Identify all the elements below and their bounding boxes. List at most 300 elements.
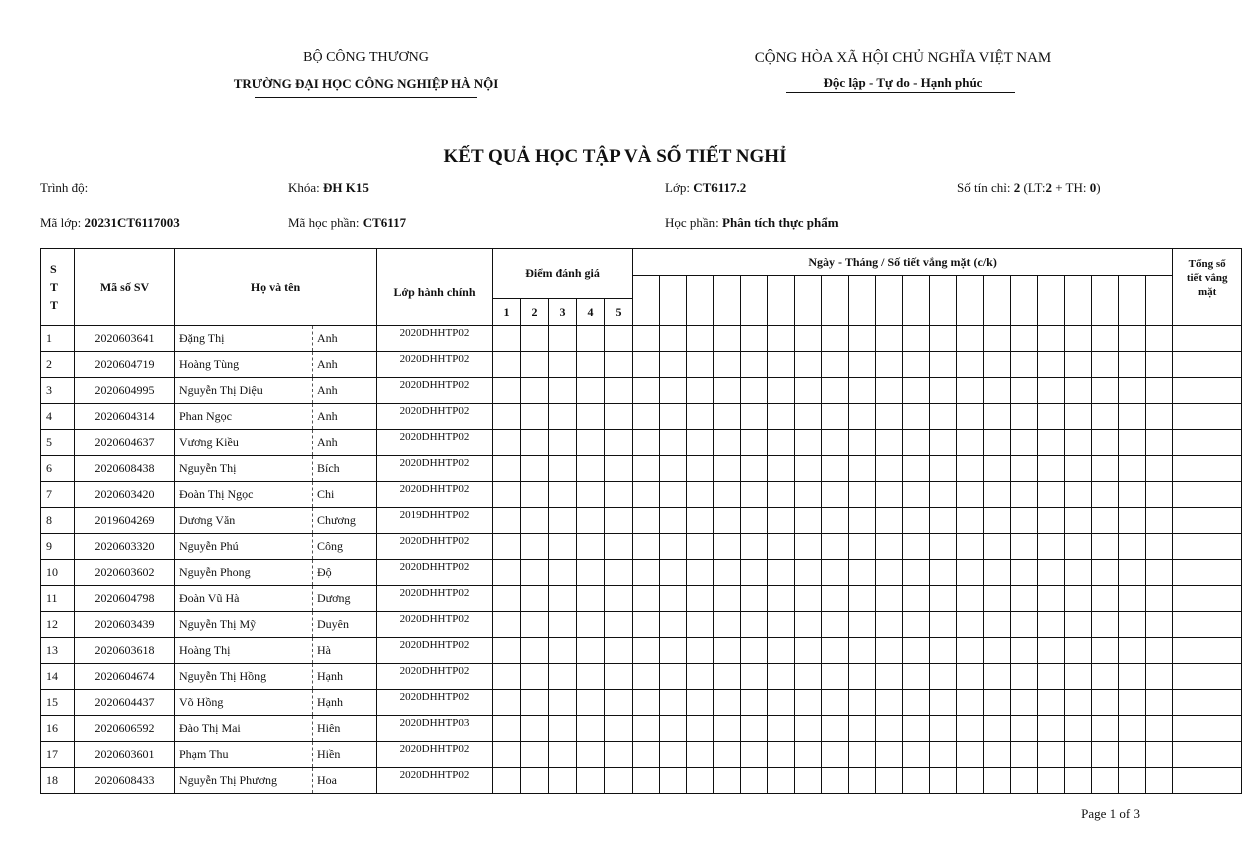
attendance-cell: [1092, 508, 1119, 534]
score-cell: [493, 404, 521, 430]
row-ma-sv: 2020608438: [75, 456, 175, 482]
khoa-value: ĐH K15: [323, 180, 369, 195]
attendance-cell: [795, 378, 822, 404]
row-ho: Vương Kiều: [175, 430, 313, 456]
row-ten: Dương: [313, 586, 377, 612]
score-cell: [549, 326, 577, 352]
attendance-cell: [1065, 352, 1092, 378]
row-stt: 15: [41, 690, 75, 716]
attendance-cell: [984, 690, 1011, 716]
score-cell: [493, 352, 521, 378]
attendance-cell: [849, 768, 876, 794]
attendance-cell: [1146, 378, 1173, 404]
attendance-cell: [876, 768, 903, 794]
attendance-date-cell: [687, 276, 714, 326]
attendance-cell: [930, 638, 957, 664]
row-ma-sv: 2020604798: [75, 586, 175, 612]
attendance-cell: [714, 430, 741, 456]
attendance-cell: [795, 326, 822, 352]
attendance-cell: [687, 456, 714, 482]
results-table: [40, 248, 1242, 794]
lop-label: Lớp:: [665, 180, 690, 195]
ma-hoc-phan-value: CT6117: [362, 215, 407, 230]
attendance-cell: [768, 352, 795, 378]
lop-field: [665, 180, 746, 196]
row-ho: Nguyễn Thị Mỹ: [175, 612, 313, 638]
attendance-cell: [633, 430, 660, 456]
attendance-cell: [1065, 638, 1092, 664]
attendance-cell: [930, 560, 957, 586]
attendance-cell: [1065, 404, 1092, 430]
attendance-cell: [660, 742, 687, 768]
attendance-cell: [633, 456, 660, 482]
table-row: [41, 534, 1242, 560]
row-ho: Nguyễn Thị: [175, 456, 313, 482]
attendance-cell: [1119, 482, 1146, 508]
attendance-cell: [957, 638, 984, 664]
score-cell: [493, 638, 521, 664]
attendance-cell: [930, 482, 957, 508]
score-cell: [493, 742, 521, 768]
attendance-cell: [633, 326, 660, 352]
table-row: [41, 638, 1242, 664]
score-cell: [605, 638, 633, 664]
attendance-cell: [930, 716, 957, 742]
attendance-cell: [1011, 560, 1038, 586]
row-stt: 7: [41, 482, 75, 508]
total-absence-cell: [1173, 612, 1242, 638]
attendance-cell: [1011, 690, 1038, 716]
table-row: [41, 404, 1242, 430]
ma-hoc-phan-label: Mã học phần:: [288, 215, 360, 230]
attendance-cell: [930, 534, 957, 560]
attendance-cell: [876, 404, 903, 430]
total-absence-cell: [1173, 690, 1242, 716]
score-cell: [577, 534, 605, 560]
attendance-cell: [1011, 586, 1038, 612]
row-stt: 4: [41, 404, 75, 430]
page-title: KẾT QUẢ HỌC TẬP VÀ SỐ TIẾT NGHỈ: [443, 146, 787, 167]
attendance-cell: [633, 404, 660, 430]
score-cell: [493, 430, 521, 456]
attendance-cell: [714, 326, 741, 352]
attendance-cell: [903, 482, 930, 508]
attendance-cell: [1011, 378, 1038, 404]
attendance-cell: [903, 716, 930, 742]
attendance-cell: [903, 430, 930, 456]
row-ma-sv: 2020603601: [75, 742, 175, 768]
row-ma-sv: 2020603602: [75, 560, 175, 586]
score-cell: [605, 482, 633, 508]
attendance-cell: [822, 664, 849, 690]
attendance-cell: [822, 638, 849, 664]
stt-letter: T: [50, 280, 59, 294]
total-absence-cell: [1173, 508, 1242, 534]
attendance-cell: [1119, 612, 1146, 638]
score-cell: [521, 326, 549, 352]
total-absence-cell: [1173, 326, 1242, 352]
attendance-cell: [687, 534, 714, 560]
attendance-cell: [849, 586, 876, 612]
attendance-cell: [903, 456, 930, 482]
attendance-cell: [714, 378, 741, 404]
attendance-cell: [633, 690, 660, 716]
attendance-cell: [741, 508, 768, 534]
score-cell: [577, 378, 605, 404]
attendance-cell: [741, 742, 768, 768]
row-ho: Hoàng Thị: [175, 638, 313, 664]
row-ma-sv: 2020603618: [75, 638, 175, 664]
attendance-cell: [903, 742, 930, 768]
attendance-cell: [687, 768, 714, 794]
attendance-cell: [930, 586, 957, 612]
attendance-cell: [795, 508, 822, 534]
attendance-cell: [1011, 456, 1038, 482]
attendance-cell: [1065, 326, 1092, 352]
attendance-cell: [1065, 612, 1092, 638]
attendance-cell: [1011, 742, 1038, 768]
attendance-cell: [795, 638, 822, 664]
attendance-date-cell: [1146, 276, 1173, 326]
score-cell: [549, 430, 577, 456]
attendance-cell: [660, 664, 687, 690]
score-cell: [577, 612, 605, 638]
hoc-phan-value: Phân tích thực phẩm: [722, 215, 839, 230]
attendance-cell: [984, 326, 1011, 352]
row-lop-hc: 2020DHHTP02: [377, 352, 493, 378]
attendance-cell: [876, 352, 903, 378]
university-name: TRƯỜNG ĐẠI HỌC CÔNG NGHIỆP HÀ NỘI: [233, 76, 499, 91]
attendance-cell: [795, 716, 822, 742]
attendance-cell: [984, 638, 1011, 664]
attendance-cell: [1011, 768, 1038, 794]
attendance-cell: [714, 742, 741, 768]
table-row: [41, 326, 1242, 352]
attendance-cell: [1065, 560, 1092, 586]
row-ten: Hạnh: [313, 664, 377, 690]
attendance-cell: [1038, 612, 1065, 638]
attendance-cell: [822, 352, 849, 378]
row-ho: Đoàn Thị Ngọc: [175, 482, 313, 508]
row-lop-hc: 2020DHHTP02: [377, 326, 493, 352]
attendance-cell: [1146, 352, 1173, 378]
attendance-cell: [687, 638, 714, 664]
attendance-cell: [1146, 664, 1173, 690]
row-stt: 12: [41, 612, 75, 638]
score-cell: [549, 560, 577, 586]
score-cell: [521, 586, 549, 612]
row-stt: 8: [41, 508, 75, 534]
attendance-cell: [876, 638, 903, 664]
table-row: [41, 456, 1242, 482]
row-stt: 3: [41, 378, 75, 404]
score-cell: [493, 560, 521, 586]
attendance-cell: [984, 768, 1011, 794]
attendance-cell: [822, 768, 849, 794]
row-lop-hc: 2020DHHTP02: [377, 482, 493, 508]
page-number: Page 1 of 3: [1081, 806, 1140, 821]
attendance-cell: [1092, 456, 1119, 482]
motto-underline: [786, 92, 1015, 93]
attendance-cell: [822, 742, 849, 768]
attendance-cell: [714, 482, 741, 508]
score-cell: [521, 456, 549, 482]
score-cell: [521, 560, 549, 586]
attendance-cell: [714, 768, 741, 794]
score-cell: [577, 664, 605, 690]
row-lop-hc: 2020DHHTP02: [377, 430, 493, 456]
table-row: [41, 378, 1242, 404]
row-ma-sv: 2020603439: [75, 612, 175, 638]
score-cell: [549, 612, 577, 638]
score-cell: [493, 456, 521, 482]
row-ma-sv: 2020603641: [75, 326, 175, 352]
attendance-cell: [687, 742, 714, 768]
attendance-cell: [741, 560, 768, 586]
score-cell: [605, 508, 633, 534]
attendance-cell: [1011, 482, 1038, 508]
score-cell: [549, 404, 577, 430]
ma-lop-label: Mã lớp:: [40, 215, 82, 230]
row-stt: 6: [41, 456, 75, 482]
attendance-cell: [822, 716, 849, 742]
table-row: [41, 352, 1242, 378]
score-cell: [521, 482, 549, 508]
score-cell: [549, 768, 577, 794]
attendance-cell: [795, 690, 822, 716]
row-lop-hc: 2020DHHTP02: [377, 586, 493, 612]
attendance-cell: [795, 768, 822, 794]
attendance-cell: [633, 560, 660, 586]
col-diem-header: Điểm đánh giá: [493, 249, 633, 299]
score-cell: [521, 430, 549, 456]
score-cell: [577, 326, 605, 352]
ministry-name: BỘ CÔNG THƯƠNG: [303, 50, 429, 65]
attendance-cell: [849, 352, 876, 378]
attendance-cell: [849, 430, 876, 456]
attendance-cell: [1119, 378, 1146, 404]
attendance-cell: [1011, 638, 1038, 664]
total-absence-cell: [1173, 352, 1242, 378]
score-cell: [605, 534, 633, 560]
attendance-cell: [633, 612, 660, 638]
row-ma-sv: 2020604674: [75, 664, 175, 690]
so-tin-chi-value: 2: [1013, 180, 1021, 195]
attendance-cell: [1119, 534, 1146, 560]
attendance-cell: [660, 482, 687, 508]
attendance-cell: [795, 534, 822, 560]
attendance-cell: [984, 586, 1011, 612]
attendance-cell: [768, 716, 795, 742]
attendance-cell: [903, 534, 930, 560]
row-stt: 2: [41, 352, 75, 378]
attendance-cell: [1038, 352, 1065, 378]
attendance-cell: [984, 456, 1011, 482]
attendance-cell: [714, 456, 741, 482]
attendance-cell: [633, 638, 660, 664]
trinh-do-label: Trình độ:: [40, 180, 89, 195]
attendance-cell: [687, 716, 714, 742]
col-attendance-header: Ngày - Tháng / Số tiết vắng mặt (c/k): [633, 249, 1173, 276]
attendance-cell: [1065, 378, 1092, 404]
row-lop-hc: 2020DHHTP02: [377, 742, 493, 768]
score-cell: [577, 690, 605, 716]
attendance-cell: [714, 664, 741, 690]
total-absence-cell: [1173, 664, 1242, 690]
attendance-cell: [822, 430, 849, 456]
col-total-header: [1173, 249, 1242, 326]
score-cell: [493, 664, 521, 690]
attendance-cell: [1065, 664, 1092, 690]
close-paren: ): [1096, 180, 1101, 195]
score-cell: [521, 378, 549, 404]
attendance-cell: [660, 638, 687, 664]
total-line: tiết vắng: [1186, 272, 1228, 284]
attendance-cell: [876, 456, 903, 482]
score-cell: [549, 352, 577, 378]
attendance-cell: [1065, 534, 1092, 560]
attendance-cell: [903, 586, 930, 612]
row-stt: 1: [41, 326, 75, 352]
attendance-cell: [903, 690, 930, 716]
attendance-cell: [822, 612, 849, 638]
attendance-date-cell: [768, 276, 795, 326]
attendance-cell: [714, 508, 741, 534]
table-row: [41, 482, 1242, 508]
score-cell: [605, 378, 633, 404]
score-cell: [577, 586, 605, 612]
attendance-cell: [1119, 664, 1146, 690]
attendance-cell: [1119, 690, 1146, 716]
attendance-cell: [876, 508, 903, 534]
attendance-cell: [1119, 768, 1146, 794]
score-cell: [521, 768, 549, 794]
so-tin-chi-label: Số tín chỉ:: [957, 180, 1011, 195]
table-row: [41, 768, 1242, 794]
score-cell: [493, 768, 521, 794]
attendance-cell: [822, 560, 849, 586]
attendance-cell: [1146, 742, 1173, 768]
attendance-cell: [714, 586, 741, 612]
row-ten: Hiên: [313, 716, 377, 742]
hoc-phan-label: Học phần:: [665, 215, 719, 230]
attendance-cell: [903, 612, 930, 638]
so-tin-chi-field: [957, 180, 1101, 196]
score-cell: [577, 352, 605, 378]
attendance-cell: [1092, 560, 1119, 586]
score-cell: [577, 508, 605, 534]
attendance-cell: [1011, 534, 1038, 560]
attendance-cell: [795, 456, 822, 482]
attendance-cell: [822, 586, 849, 612]
attendance-cell: [741, 378, 768, 404]
attendance-cell: [876, 378, 903, 404]
total-absence-cell: [1173, 456, 1242, 482]
attendance-cell: [768, 404, 795, 430]
attendance-cell: [1038, 560, 1065, 586]
row-ho: Đặng Thị: [175, 326, 313, 352]
score-cell: [493, 482, 521, 508]
score-cell: [577, 768, 605, 794]
attendance-cell: [957, 560, 984, 586]
attendance-cell: [795, 404, 822, 430]
score-cell: [605, 716, 633, 742]
score-cell: [605, 404, 633, 430]
score-cell: [605, 586, 633, 612]
attendance-cell: [768, 768, 795, 794]
lt-label: (LT:: [1023, 180, 1046, 195]
attendance-cell: [687, 326, 714, 352]
attendance-cell: [930, 690, 957, 716]
attendance-cell: [633, 586, 660, 612]
score-cell: [605, 560, 633, 586]
attendance-cell: [741, 534, 768, 560]
attendance-cell: [957, 378, 984, 404]
attendance-cell: [741, 612, 768, 638]
ma-lop-value: 20231CT6117003: [84, 215, 180, 230]
attendance-date-cell: [903, 276, 930, 326]
score-cell: [605, 742, 633, 768]
attendance-cell: [1146, 534, 1173, 560]
attendance-cell: [1146, 456, 1173, 482]
attendance-cell: [876, 612, 903, 638]
attendance-cell: [984, 430, 1011, 456]
th-value: 0: [1089, 180, 1097, 195]
attendance-cell: [1038, 404, 1065, 430]
attendance-cell: [768, 742, 795, 768]
attendance-cell: [1038, 378, 1065, 404]
attendance-cell: [1119, 430, 1146, 456]
row-ma-sv: 2020604719: [75, 352, 175, 378]
attendance-cell: [1038, 326, 1065, 352]
attendance-cell: [1011, 508, 1038, 534]
row-ten: Anh: [313, 404, 377, 430]
score-cell: [493, 508, 521, 534]
attendance-cell: [660, 768, 687, 794]
attendance-cell: [660, 690, 687, 716]
row-ho: Võ Hồng: [175, 690, 313, 716]
attendance-cell: [1038, 690, 1065, 716]
attendance-cell: [660, 560, 687, 586]
attendance-cell: [633, 716, 660, 742]
attendance-cell: [741, 586, 768, 612]
attendance-cell: [1146, 612, 1173, 638]
attendance-cell: [957, 586, 984, 612]
row-ma-sv: 2020604995: [75, 378, 175, 404]
table-row: [41, 560, 1242, 586]
row-ten: Anh: [313, 378, 377, 404]
attendance-cell: [1065, 586, 1092, 612]
attendance-cell: [660, 404, 687, 430]
row-stt: 10: [41, 560, 75, 586]
attendance-cell: [903, 560, 930, 586]
attendance-cell: [903, 638, 930, 664]
attendance-cell: [633, 378, 660, 404]
attendance-cell: [984, 742, 1011, 768]
attendance-cell: [1092, 664, 1119, 690]
attendance-cell: [930, 326, 957, 352]
attendance-cell: [849, 456, 876, 482]
attendance-cell: [741, 638, 768, 664]
row-ten: Hà: [313, 638, 377, 664]
attendance-cell: [1119, 560, 1146, 586]
attendance-cell: [687, 664, 714, 690]
attendance-cell: [1092, 482, 1119, 508]
attendance-cell: [741, 768, 768, 794]
attendance-cell: [876, 664, 903, 690]
attendance-cell: [1011, 352, 1038, 378]
total-absence-cell: [1173, 430, 1242, 456]
